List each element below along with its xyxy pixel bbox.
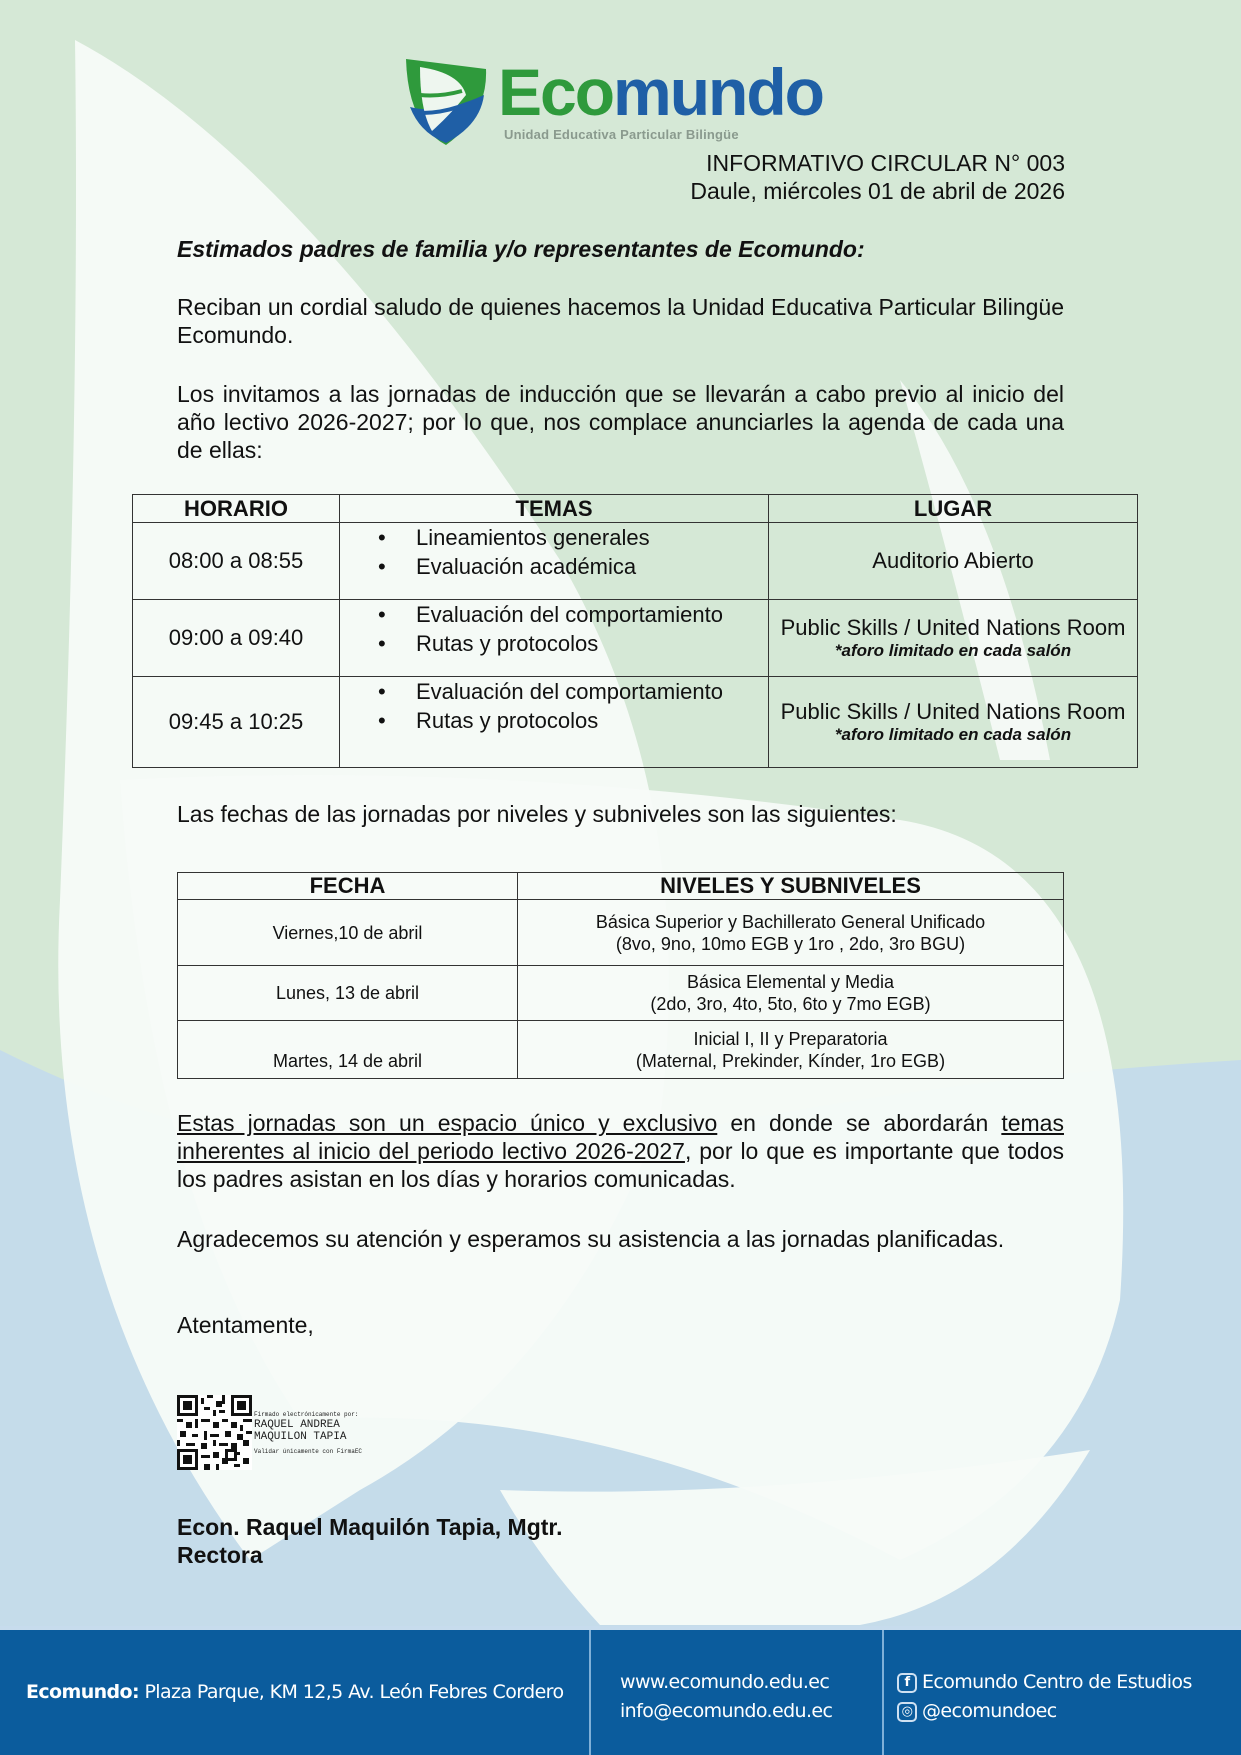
circular-header [690,149,1065,205]
column-header-lugar: LUGAR [769,495,1138,523]
facebook-link[interactable]: f Ecomundo Centro de Estudios [897,1668,1192,1697]
column-header-temas: TEMAS [340,495,769,523]
shield-leaf-icon [400,55,492,147]
schedule-table [132,494,1138,768]
table-row [133,600,1138,677]
validation-note: Validar únicamente con FirmaEC [254,1448,363,1455]
signer-block [177,1513,563,1569]
contact-footer [0,1626,1241,1755]
column-header-fecha: FECHA [178,873,518,900]
table-row [133,677,1138,768]
table-row [178,966,1064,1021]
date-cell: Lunes, 13 de abril [178,966,518,1021]
level-cell [518,900,1064,966]
paragraph-salutation: Reciban un cordial saludo de quienes hacemos la Unidad Educativa Particular Bilingüe Ecomundo. [177,294,1064,348]
footer-social [897,1668,1192,1726]
footer-divider [589,1630,591,1755]
level-detail: (Maternal, Prekinder, Kínder, 1ro EGB) [635,1050,946,1071]
date-cell: Martes, 14 de abril [178,1021,518,1079]
capacity-note: *aforo limitado en cada salón [834,641,1072,660]
place-name: Public Skills / United Nations Room [780,615,1126,640]
logo-wordmark: Ecomundo [498,55,823,129]
topic-item: • Evaluación del comportamiento [378,600,768,629]
time-cell: 09:45 a 10:25 [133,677,340,768]
column-header-horario: HORARIO [133,495,340,523]
signer-role: Rectora [177,1542,263,1568]
capacity-note: *aforo limitado en cada salón [834,725,1072,744]
place-cell [769,677,1138,768]
paragraph-invitation: Los invitamos a las jornadas de inducción que se llevarán a cabo previo al inicio del año lectivo 2026-2027; por lo que, nos complace anunciarles la agenda de cada una de ellas: [177,381,1064,463]
instagram-icon: ◎ [897,1702,917,1722]
dates-table-header [178,873,1064,900]
paragraph-dates-intro: Las fechas de las jornadas por niveles y subniveles son las siguientes: [177,801,897,827]
footer-address: Ecomundo: Plaza Parque, KM 12,5 Av. León Febres Cordero [26,1681,564,1703]
topics-cell [340,677,769,768]
level-name: Básica Elemental y Media [686,972,895,992]
table-row [178,1021,1064,1079]
place-cell [769,600,1138,677]
underlined-text: Estas jornadas son un espacio único y exclusivo [177,1110,718,1136]
time-cell: 08:00 a 08:55 [133,523,340,600]
signed-name-line-2: MAQUILON TAPIA [254,1431,347,1443]
table-row [133,523,1138,600]
website-link[interactable]: www.ecomundo.edu.ec [620,1671,830,1693]
signature-qr-code [177,1395,252,1470]
topics-cell [340,600,769,677]
ecomundo-logo [400,55,823,145]
logo-subtitle: Unidad Educativa Particular Bilingüe [504,127,739,142]
level-name: Inicial I, II y Preparatoria [693,1028,888,1049]
level-cell [518,966,1064,1021]
topic-item: • Rutas y protocolos [378,706,768,735]
instagram-link[interactable]: ◎ @ecomundoec [897,1697,1192,1726]
place-name: Public Skills / United Nations Room [780,699,1126,724]
facebook-icon: f [897,1673,917,1693]
underlined-text: temas inherentes al inicio del periodo lectivo 2026-2027 [177,1110,1064,1164]
table-row [178,900,1064,966]
dates-table [177,872,1064,1079]
signed-name-line-1: RAQUEL ANDREA [254,1419,340,1431]
level-detail: (2do, 3ro, 4to, 5to, 6to y 7mo EGB) [650,994,931,1014]
place-name: Auditorio Abierto [872,548,1034,573]
signer-name: Econ. Raquel Maquilón Tapia, Mgtr. [177,1514,563,1540]
circular-date: Daule, miércoles 01 de abril de 2026 [690,178,1065,204]
footer-divider [882,1630,884,1755]
greeting: Estimados padres de familia y/o representantes de Ecomundo: [177,236,865,262]
column-header-niveles: NIVELES Y SUBNIVELES [518,873,1064,900]
circular-number: INFORMATIVO CIRCULAR N° 003 [706,150,1065,176]
electronic-signature-stamp [254,1411,362,1456]
level-cell [518,1021,1064,1079]
time-cell: 09:00 a 09:40 [133,600,340,677]
level-detail: (8vo, 9no, 10mo EGB y 1ro , 2do, 3ro BGU) [615,933,966,954]
topic-item: • Evaluación del comportamiento [378,677,768,706]
date-cell: Viernes,10 de abril [178,900,518,966]
paragraph-importance: Estas jornadas son un espacio único y exclusivo en donde se abordarán temas inherentes al inicio del periodo lectivo 2026-2027, por lo que es importante que todos los padres asistan en los días y horarios comunicadas. [177,1110,1064,1192]
topic-item: • Lineamientos generales [378,523,768,552]
topics-cell [340,523,769,600]
closing: Atentamente, [177,1312,314,1338]
topic-item: • Rutas y protocolos [378,629,768,658]
footer-web-contacts [620,1668,832,1726]
email-link[interactable]: info@ecomundo.edu.ec [620,1700,833,1722]
place-cell [769,523,1138,600]
paragraph-thanks: Agradecemos su atención y esperamos su asistencia a las jornadas planificadas. [177,1226,1005,1252]
signed-by-label: Firmado electrónicamente por: [254,1411,359,1418]
topic-item: • Evaluación académica [378,552,768,581]
schedule-table-header [133,495,1138,523]
level-name: Básica Superior y Bachillerato General Unificado [595,911,986,932]
